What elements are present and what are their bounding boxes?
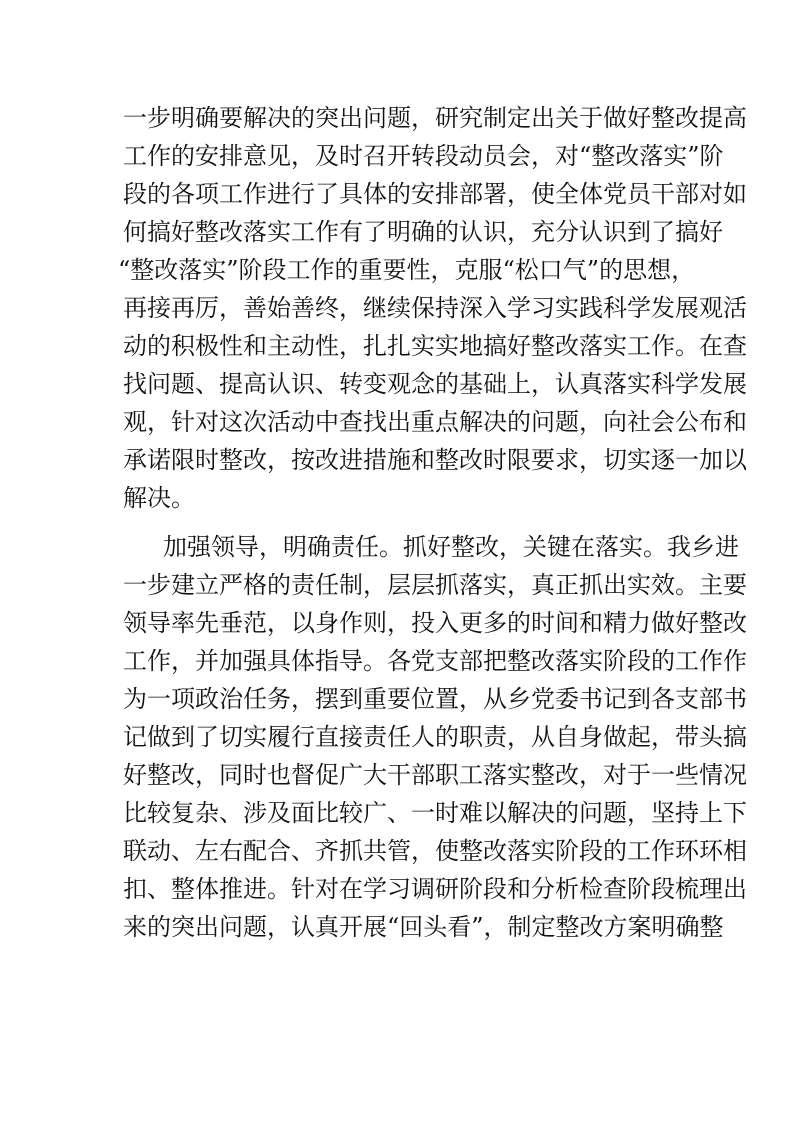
text-line-13: 一步建立严格的责任制，层层抓落实，真正抓出实效。主要 bbox=[123, 571, 747, 599]
text-line-20: 联动、左右配合、齐抓共管，使整改落实阶段的工作环环相 bbox=[123, 837, 747, 865]
text-line-14: 领导率先垂范，以身作则，投入更多的时间和精力做好整改 bbox=[123, 609, 747, 637]
text-line-5: “整改落实”阶段工作的重要性，克服“松口气”的思想， bbox=[118, 256, 696, 284]
text-line-4: 何搞好整改落实工作有了明确的认识，充分认识到了搞好 bbox=[123, 218, 723, 246]
text-line-3: 段的各项工作进行了具体的安排部署，使全体党员干部对如 bbox=[123, 180, 747, 208]
text-line-9: 观，针对这次活动中查找出重点解决的问题，向社会公布和 bbox=[123, 408, 747, 436]
text-line-10: 承诺限时整改，按改进措施和整改时限要求，切实逐一加以 bbox=[123, 446, 747, 474]
text-line-2: 工作的安排意见，及时召开转段动员会，对“整改落实”阶 bbox=[123, 142, 724, 170]
text-line-19: 比较复杂、涉及面比较广、一时难以解决的问题，坚持上下 bbox=[123, 799, 747, 827]
text-line-1: 一步明确要解决的突出问题，研究制定出关于做好整改提高 bbox=[123, 104, 747, 132]
text-line-7: 动的积极性和主动性，扎扎实实地搞好整改落实工作。在查 bbox=[123, 332, 747, 360]
text-line-16: 为一项政治任务，摆到重要位置，从乡党委书记到各支部书 bbox=[123, 685, 747, 713]
text-line-17: 记做到了切实履行直接责任人的职责，从自身做起，带头搞 bbox=[123, 723, 747, 751]
text-line-11: 解决。 bbox=[123, 484, 195, 512]
text-line-12: 加强领导，明确责任。抓好整改，关键在落实。我乡进 bbox=[163, 533, 739, 561]
text-line-8: 找问题、提高认识、转变观念的基础上，认真落实科学发展 bbox=[123, 370, 747, 398]
text-line-6: 再接再厉，善始善终，继续保持深入学习实践科学发展观活 bbox=[123, 294, 747, 322]
text-line-18: 好整改，同时也督促广大干部职工落实整改，对于一些情况 bbox=[123, 761, 747, 789]
text-line-15: 工作，并加强具体指导。各党支部把整改落实阶段的工作作 bbox=[123, 647, 747, 675]
text-line-22: 来的突出问题，认真开展“回头看”，制定整改方案明确整 bbox=[123, 913, 724, 941]
text-line-21: 扣、整体推进。针对在学习调研阶段和分析检查阶段梳理出 bbox=[123, 875, 747, 903]
